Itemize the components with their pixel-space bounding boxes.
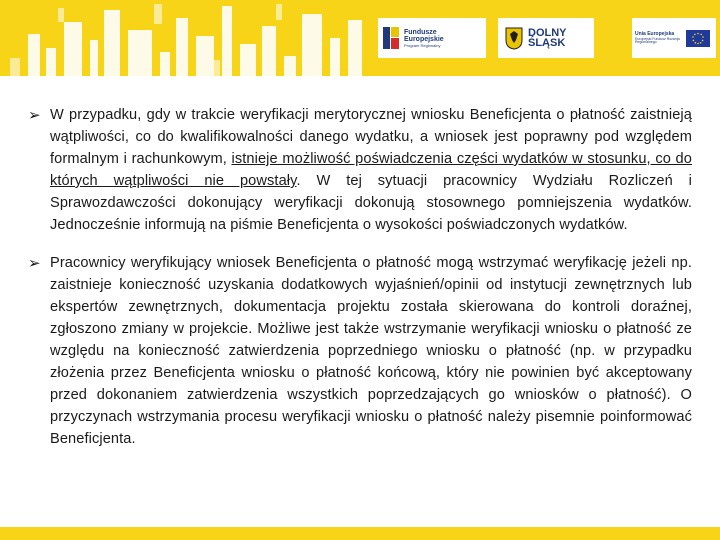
- main-content: [28, 104, 692, 450]
- dolny-slask-line1: DOLNY: [528, 26, 567, 39]
- unia-europejska-logo: [632, 18, 716, 58]
- header-banner: [0, 0, 720, 76]
- eu-flag-icon: [686, 30, 710, 47]
- fundusze-title-line2: Europejskie: [404, 35, 444, 43]
- header-decoration: [0, 0, 380, 76]
- dolny-slask-logo: [498, 18, 594, 58]
- bullet-1-text-a: W przypadku, gdy w trakcie weryfikacji merytorycznej wniosku Beneficjenta o płatność zaistnieją wątpliwości, co do kwalifikowalności danego wydatku, a wniosek jest poprawny pod względem formalnym i rachunkowym,: [50, 107, 692, 167]
- dolny-slask-line2: ŚLĄSK: [528, 37, 566, 49]
- unia-subtitle: Europejski Fundusz Rozwoju Regionalnego: [635, 36, 681, 44]
- unia-title: Unia Europejska: [635, 30, 675, 37]
- bullet-paragraph-2: [28, 252, 692, 450]
- bullet-1-text-b: . W tej sytuacji pracownicy Wydziału Rozliczeń i Sprawozdawczości dokonujący weryfikacji dokonują stosownego pomniejszenia wydatków. Jednocześnie informują na piśmie Beneficjenta o wysokości poświadczonych wydatków.: [50, 173, 692, 233]
- bullet-1-underlined-text: istnieje możliwość poświadczenia części wydatków w stosunku, co do których wątpliwości nie powstały: [50, 151, 692, 189]
- dolny-slask-eagle-icon: [504, 26, 524, 50]
- bullet-paragraph-1: [28, 104, 692, 236]
- fundusze-europejskie-logo: [378, 18, 486, 58]
- fundusze-star-icon: [382, 25, 400, 51]
- footer-bar: [0, 527, 720, 540]
- arrow-bullet-icon: ➢: [28, 106, 41, 124]
- bullet-2-text: Pracownicy weryfikujący wniosek Beneficjenta o płatność mogą wstrzymać weryfikację jeżeli np. zaistnieje konieczność uzyskania dodatkowych wyjaśnień/opinii od instytucji zewnętrznych lub ekspertów zewnętrznych, dokumentacja projektu została skierowana do kontroli doraźnej, zgłoszono zmiany w projekcie. Możliwe jest także wstrzymanie weryfikacji wniosku o płatność ze względu na konieczność zatwierdzenia poprzedniego wniosku o płatność (np. w przypadku złożenia przez Beneficjenta wniosku o płatność końcową, który nie powinien być akceptowany przed dokonaniem zatwierdzenia wszystkich poprzedzających go wniosków o płatność). O przyczynach wstrzymania procesu weryfikacji wniosku o płatność należy pisemnie poinformować Beneficjenta.: [50, 255, 692, 447]
- fundusze-title-line1: Fundusze: [404, 28, 437, 36]
- arrow-bullet-icon: ➢: [28, 254, 41, 272]
- fundusze-subtitle: Program Regionalny: [404, 42, 441, 48]
